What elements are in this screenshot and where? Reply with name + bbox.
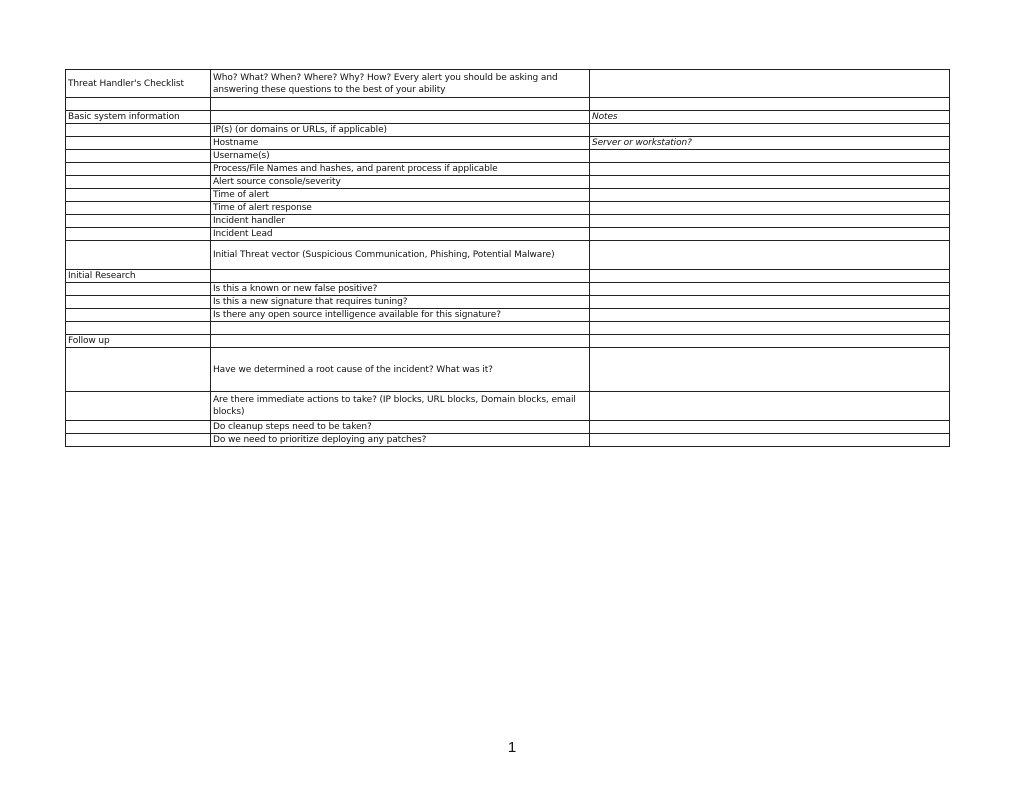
notes-cell [590,150,950,163]
notes-header: Notes [590,111,950,124]
checklist-item: Is there any open source intelligence available for this signature? [211,309,590,322]
section-label-research: Initial Research [66,270,211,283]
notes-cell [590,202,950,215]
table-row [66,215,950,228]
checklist-item: Time of alert response [211,202,590,215]
table-row [66,434,950,447]
table-row [66,392,950,421]
checklist-item: Alert source console/severity [211,176,590,189]
table-row [66,111,950,124]
table-row [66,124,950,137]
table-row [66,241,950,270]
checklist-item: Is this a known or new false positive? [211,283,590,296]
notes-cell [590,434,950,447]
table-row [66,335,950,348]
table-row [66,322,950,335]
table-row [66,137,950,150]
notes-cell [590,228,950,241]
table-row [66,70,950,98]
notes-cell [590,70,950,98]
table-row [66,270,950,283]
table-row [66,150,950,163]
notes-cell [590,241,950,270]
table-row [66,189,950,202]
notes-cell [590,392,950,421]
table-row [66,176,950,189]
checklist-item: Incident handler [211,215,590,228]
notes-cell [590,189,950,202]
notes-cell [590,421,950,434]
table-row [66,296,950,309]
checklist-item: Initial Threat vector (Suspicious Communication, Phishing, Potential Malware) [211,241,590,270]
checklist-item: Is this a new signature that requires tuning? [211,296,590,309]
table-row [66,348,950,392]
table-row [66,202,950,215]
section-label-followup: Follow up [66,335,211,348]
checklist-item: Time of alert [211,189,590,202]
notes-cell [590,124,950,137]
checklist-item: Incident Lead [211,228,590,241]
notes-cell [590,348,950,392]
table-row [66,283,950,296]
table-row [66,309,950,322]
checklist-intro: Who? What? When? Where? Why? How? Every alert you should be asking and answering these questions to the best of your ability [211,70,590,98]
notes-cell [590,309,950,322]
notes-cell [590,283,950,296]
checklist-item: IP(s) (or domains or URLs, if applicable) [211,124,590,137]
checklist-item: Username(s) [211,150,590,163]
checklist-item: Hostname [211,137,590,150]
checklist-item: Process/File Names and hashes, and parent process if applicable [211,163,590,176]
notes-cell [590,270,950,283]
checklist-item: Do we need to prioritize deploying any patches? [211,434,590,447]
table-row [66,421,950,434]
table-row [66,228,950,241]
checklist-item: Are there immediate actions to take? (IP blocks, URL blocks, Domain blocks, email blocks) [211,392,590,421]
hostname-note: Server or workstation? [590,137,950,150]
section-label-basic: Basic system information [66,111,211,124]
table-row [66,163,950,176]
checklist-title: Threat Handler's Checklist [66,70,211,98]
page-number: 1 [507,739,517,756]
table-row [66,98,950,111]
notes-cell [590,163,950,176]
checklist-item: Have we determined a root cause of the incident? What was it? [211,348,590,392]
notes-cell [590,176,950,189]
checklist-table [65,69,950,447]
notes-cell [590,215,950,228]
notes-cell [590,296,950,309]
notes-cell [590,335,950,348]
checklist-item: Do cleanup steps need to be taken? [211,421,590,434]
